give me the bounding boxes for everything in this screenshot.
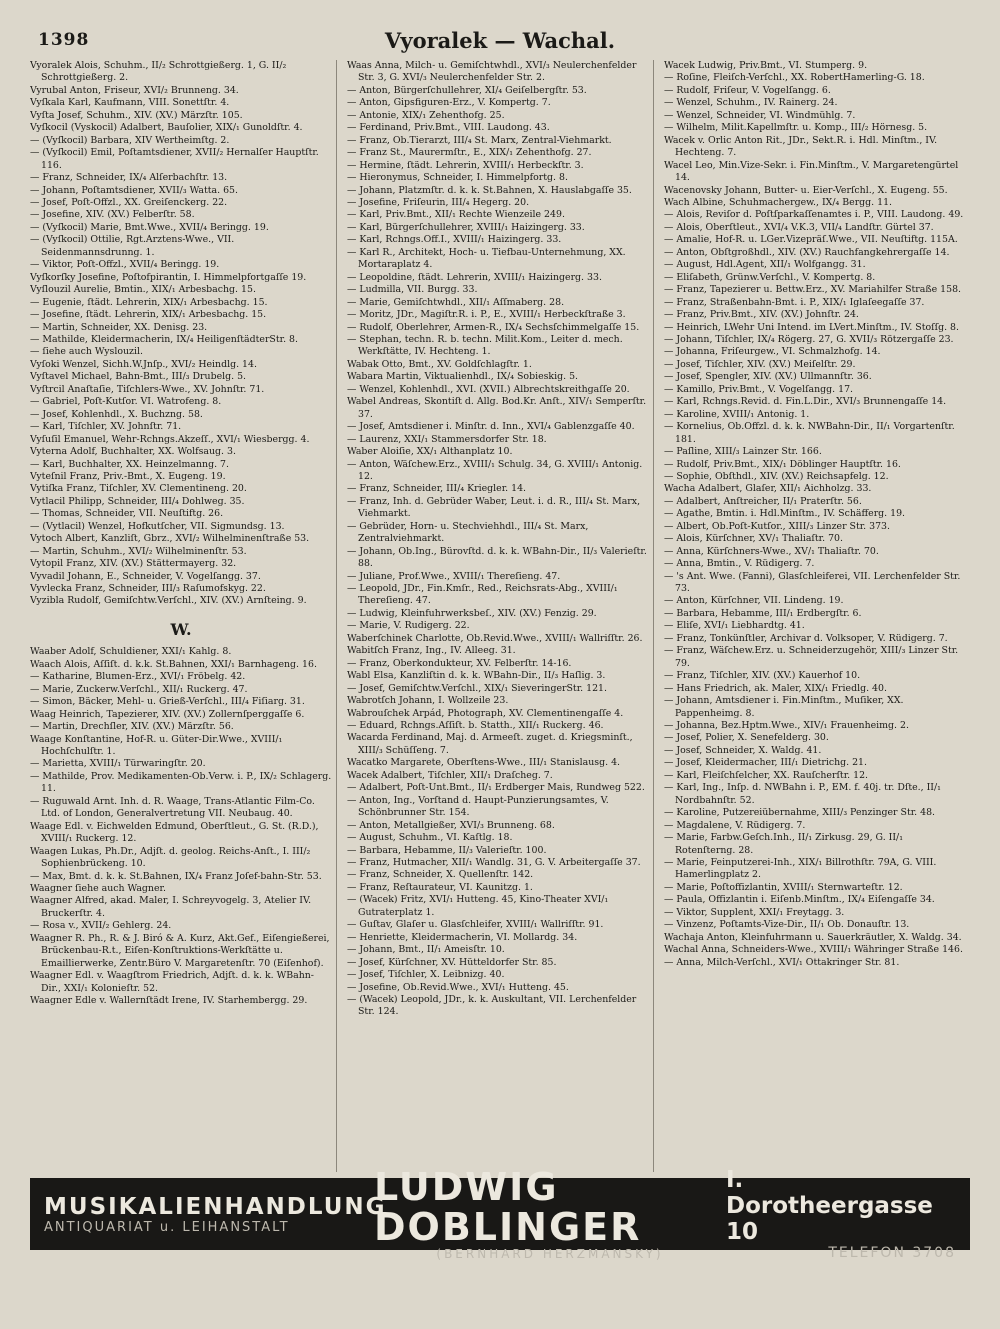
directory-entry: Waber Aloiſie, XX/₁ Althanplatz 10.	[347, 446, 513, 458]
directory-entry: Wachal Anna, Schneiders-Wwe., XVIII/₁ Währinger Straße 146.	[664, 944, 963, 956]
directory-entry: Waag Heinrich, Tapezierer, XIV. (XV.) Zollernſperggaſſe 6.	[30, 708, 305, 720]
directory-entry: — Kornelius, Ob.Offzl. d. k. k. NWBahn-Dir., II/₁ Vorgartenſtr. 181.	[664, 421, 955, 445]
directory-entry: — Johann, Ob.Ing., Bürovſtd. d. k. k. WBahn-Dir., II/₃ Valerieſtr. 88.	[347, 545, 647, 570]
directory-entry: — Eugenie, ſtädt. Lehrerin, XIX/₁ Arbesbachg. 15.	[30, 296, 268, 308]
directory-entry: — Wilhelm, Milit.Kapellmſtr. u. Komp., III/₂ Hörnesg. 5.	[664, 122, 928, 134]
directory-entry: — Josef, Schneider, X. Waldg. 41.	[664, 744, 822, 756]
directory-entry: — Barbara, Hebamme, III/₁ Erdbergſtr. 6.	[664, 607, 862, 619]
directory-entry: — Marie, Poſtoffizlantin, XVIII/₁ Sternwarteſtr. 12.	[664, 881, 903, 893]
directory-entry: — Karl, Rchngs.Off.I., XVIII/₁ Haizingerg. 33.	[347, 234, 562, 246]
directory-entry: Wabel Andreas, Skontiſt d. Allg. Bod.Kr. Anſt., XIV/₁ Semperſtr. 37.	[347, 396, 647, 420]
directory-entry: — Laurenz, XXI/₁ Stammersdorfer Str. 18.	[347, 433, 547, 445]
directory-entry: — Karoline, Putzereiübernahme, XIII/₃ Penzinger Str. 48.	[664, 807, 936, 819]
directory-entry: — Josef, Kohlenhdl., X. Buchzng. 58.	[30, 408, 203, 420]
directory-entry: — Josef, Gemiſchtw.Verſchl., XIX/₁ SieveringerStr. 121.	[347, 682, 607, 694]
directory-entry: — Franz, Tiſchler, XIV. (XV.) Kauerhof 10.	[664, 670, 861, 682]
directory-entry: — Karl, Ing., Inſp. d. NWBahn i. P., EM. f. 40j. tr. Dſte., II/₁ Nordbahnſtr. 52.	[664, 782, 941, 806]
directory-entry: Wabl Elsa, Kanzliſtin d. k. k. WBahn-Dir., II/₃ Haſlig. 3.	[347, 670, 606, 682]
directory-entry: — Albert, Ob.Poſt-Kutſor., XIII/₃ Linzer Str. 373.	[664, 520, 890, 532]
directory-entry: — Karl, Tiſchler, XV. Johnſtr. 71.	[30, 421, 182, 433]
directory-entry: — Eliſabeth, Grünw.Verſchl., V. Kompertg. 8.	[664, 271, 876, 283]
directory-entry: — Josef, Amtsdiener i. Minſtr. d. Inn., XVI/₄ Gablenzgaſſe 40.	[347, 421, 635, 433]
directory-entry: Waberſchinek Charlotte, Ob.Revid.Wwe., XVIII/₁ Wallriſſtr. 26.	[347, 632, 643, 644]
directory-entry: Vyrubal Anton, Friseur, XVI/₂ Brunneng. 34.	[30, 84, 239, 96]
directory-entry: — Karl, Bürgerſchullehrer, XVIII/₁ Haizingerg. 33.	[347, 221, 585, 233]
directory-entry: — Viktor, Supplent, XXI/₁ Freytagg. 3.	[664, 906, 845, 918]
directory-entry: — Martin, Drechſler, XIV. (XV.) Märzſtr. 56.	[30, 721, 234, 733]
directory-entry: — Johanna, Friſeurgew., VI. Schmalzhofg. 14.	[664, 346, 881, 358]
directory-entry: Wacek Adalbert, Tiſchler, XII/₁ Draſcheg. 7.	[347, 769, 553, 781]
directory-entry: — Juliane, Prof.Wwe., XVIII/₁ Thereſieng. 47.	[347, 570, 561, 582]
directory-entry: — Karl, Priv.Bmt., XII/₁ Rechte Wienzeile 249.	[347, 209, 565, 221]
directory-entry: — Josefine, Ob.Revid.Wwe., XVI/₁ Hutteng. 45.	[347, 981, 569, 993]
directory-entry: — Josef, Poſt-Offzl., XX. Greiſenckerg. 22.	[30, 196, 228, 208]
directory-entry: — 's Ant. Wwe. (Fanni), Glasſchleiferei, VII. Lerchenfelder Str. 73.	[664, 570, 961, 595]
directory-entry: Wabara Martin, Viktualienhdl., IX/₄ Sobieskig. 5.	[347, 371, 579, 383]
directory-entry: — Anna, Bmtin., V. Rüdigerg. 7.	[664, 558, 815, 570]
directory-entry: — (Vytlacil) Wenzel, Hofkutſcher, VII. Sigmundsg. 13.	[30, 520, 285, 532]
directory-entry: — Martin, Schuhm., XVI/₂ Wilhelminenſtr. 53.	[30, 545, 247, 557]
directory-entry: — Alois, Reviſor d. Poſtſparkaſſenamtes i. P., VIII. Laudong. 49.	[664, 209, 964, 221]
directory-entry: — Gabriel, Poſt-Kutſor. VI. Watrofeng. 8.	[30, 396, 222, 408]
directory-entry: — Vinzenz, Poſtamts-Vize-Dir., II/₁ Ob. Donauſtr. 13.	[664, 919, 910, 931]
directory-entry: Waage Edl. v. Eichwelden Edmund, Oberſtleut., G. St. (R.D.), XVIII/₁ Ruckerg. 12.	[30, 820, 319, 845]
directory-entry: Wacek v. Orlic Anton Rit., JDr., Sekt.R. i. Hdl. Minſtm., IV. Hechteng. 7.	[664, 134, 938, 159]
column-2	[347, 60, 654, 1172]
directory-entry: — Josef, Tiſchler, XIV. (XV.) Meiſelſtr. 29.	[664, 358, 856, 370]
directory-entry: — Josef, Tiſchler, X. Leibnizg. 40.	[347, 969, 505, 981]
directory-entry: — Kamillo, Priv.Bmt., V. Vogelſangg. 17.	[664, 383, 854, 395]
directory-entry: — Karl, Fleiſchſelcher, XX. Rauſcherſtr. 12.	[664, 769, 869, 781]
directory-entry: — Wenzel, Schneider, VI. Windmühlg. 7.	[664, 109, 856, 121]
ad-owner: (BERNHARD HERZMANSKY)	[436, 1247, 664, 1261]
directory-entry: — Anna, Kürſchners-Wwe., XV/₁ Thaliaſtr. 70.	[664, 545, 879, 557]
directory-entry: — Franz, Tonkünſtler, Archivar d. Volksoper, V. Rüdigerg. 7.	[664, 632, 948, 644]
directory-entry: — Anton, Kürſchner, VII. Lindeng. 19.	[664, 595, 844, 607]
directory-entry: — (Wacek) Fritz, XVI/₁ Hutteng. 45, Kino-Theater XVI/₁ Gutraterplatz 1.	[347, 894, 609, 918]
directory-entry: — Mathilde, Prov. Medikamenten-Ob.Verw. i. P., IX/₂ Schlagerg. 11.	[30, 770, 332, 795]
directory-entry: — Franz, Oberkondukteur, XV. Felberſtr. 14-16.	[347, 657, 572, 669]
directory-entry: — Adalbert, Poſt-Unt.Bmt., II/₁ Erdberger Mais, Rundweg 522.	[347, 782, 645, 794]
directory-entry: Wabitſch Franz, Ing., IV. Alleeg. 31.	[347, 645, 516, 657]
directory-entry: — Anton, Obſtgroßhdl., XIV. (XV.) Rauchfangkehrergaſſe 14.	[664, 246, 950, 258]
directory-entry: — Marie, Feinputzerei-Inh., XIX/₁ Billrothſtr. 79A, G. VIII. Hamerlingplatz 2.	[664, 857, 937, 881]
directory-entry: Wacarda Ferdinand, Maj. d. Armeeſt. zuget. d. Kriegsminſt., XIII/₃ Schüſſeng. 7.	[347, 732, 633, 756]
directory-entry: Vyſkocil (Vyskocil) Adalbert, Bauſolier, XIX/₁ Gunoldſtr. 4.	[30, 122, 303, 134]
directory-entry: — Adalbert, Anſtreicher, II/₁ Praterſtr. 56.	[664, 495, 862, 507]
directory-entry: Waagner R. Ph., R. & J. Biró & A. Kurz, Akt.Gef., Eiſengießerei, Brückenbau-R.t., Eiſen-Konſtruktions-Werkſtätte u. Emaillierwerke, Zentr.Büro V. Margaretenſtr. 70 (Eiſenhof).	[30, 932, 330, 969]
directory-entry: — Moritz, JDr., Magiſtr.R. i. P., E., XVIII/₁ Herbeckſtraße 3.	[347, 309, 626, 321]
directory-entry: Waaber Adolf, Schuldiener, XXI/₁ Kahlg. 8.	[30, 646, 232, 658]
directory-entry: — Alois, Kürſchner, XV/₁ Thaliaſtr. 70.	[664, 533, 843, 545]
column-3	[664, 60, 970, 1172]
directory-entry: — Anton, Metallgießer, XVI/₃ Brunneng. 68.	[347, 819, 555, 831]
directory-entry: — (Vyſkocil) Ottilie, Rgt.Arztens-Wwe., VII. Seidenmannsdrunng. 1.	[30, 234, 235, 258]
directory-entry: Wacatko Margarete, Oberſtens-Wwe., III/₁ Stanislausg. 4.	[347, 757, 621, 769]
ad-company-name: LUDWIG DOBLINGER	[374, 1165, 642, 1249]
directory-entry: — Johann, Tiſchler, IX/₄ Rögerg. 27, G. XVII/₃ Rötzergaſſe 23.	[664, 333, 954, 345]
directory-entry: — Guſtav, Glaſer u. Glasſchleifer, XVIII/₁ Wallriſſtr. 91.	[347, 919, 604, 931]
directory-entry: — Paſline, XIII/₃ Lainzer Str. 166.	[664, 446, 822, 458]
directory-entry: Wacek Ludwig, Priv.Bmt., VI. Stumperg. 9.	[664, 60, 868, 71]
running-head: Vyoralek — Wachal.	[384, 28, 616, 53]
directory-entry: — Wenzel, Kohlenhdl., XVI. (XVII.) Albrechtskreithgaſſe 20.	[347, 383, 630, 395]
directory-entry: Wacenovsky Johann, Butter- u. Eier-Verſchl., X. Eugeng. 55.	[664, 184, 948, 196]
directory-entry: Waage Konſtantine, Hof-R. u. Güter-Dir.Wwe., XVIII/₁ Hochſchulſtr. 1.	[30, 733, 283, 758]
directory-entry: — Roſine, Fleiſch-Verſchl., XX. RobertHamerling-G. 18.	[664, 72, 925, 84]
directory-entry: Vyvlecka Franz, Schneider, III/₃ Raſumofskyg. 22.	[30, 583, 266, 595]
directory-entry: Vyvadil Johann, E., Schneider, V. Vogelſangg. 37.	[30, 570, 261, 582]
directory-entry: Wacha Adalbert, Glaſer, XII/₁ Aichholzg. 33.	[664, 483, 872, 495]
directory-entry: Vytoch Albert, Kanzliſt, Gbrz., XVI/₂ Wilhelminenſtraße 53.	[30, 533, 310, 545]
directory-columns	[30, 60, 970, 1172]
directory-entry: — Franz, Reſtaurateur, VI. Kaunitzg. 1.	[347, 881, 533, 893]
directory-entry: — Ludwig, Kleinfuhrwerksbeſ., XIV. (XV.) Fenzig. 29.	[347, 607, 597, 619]
advertisement-banner	[30, 1165, 970, 1261]
directory-entry: Vyſtavel Michael, Bahn-Bmt., III/₃ Drubelg. 5.	[30, 371, 247, 383]
directory-entry: Vytlacil Philipp, Schneider, III/₄ Dohlweg. 35.	[30, 495, 245, 507]
directory-entry: — Josefine, ſtädt. Lehrerin, XIX/₁ Arbesbachg. 15.	[30, 309, 267, 321]
directory-entry: — Marie, Farbw.Geſch.Inh., II/₁ Zirkusg. 29, G. II/₁ Rotenſterng. 28.	[664, 832, 903, 856]
directory-entry: — Magdalene, V. Rüdigerg. 7.	[664, 819, 806, 831]
directory-entry: — Josef, Spengler, XIV. (XV.) Ullmannſtr. 36.	[664, 371, 872, 383]
directory-entry: — Agathe, Bmtin. i. Hdl.Minſtm., IV. Schäfferg. 19.	[664, 508, 906, 520]
directory-entry: — Franz, Schneider, III/₄ Kriegler. 14.	[347, 483, 527, 495]
directory-entry: — Franz, Tapezierer u. Bettw.Erz., XV. Mariahilfer Straße 158.	[664, 284, 962, 296]
directory-entry: — Rudolf, Friſeur, V. Vogelſangg. 6.	[664, 84, 831, 96]
ad-telephone: TELEFON 3708	[828, 1245, 956, 1261]
ad-left-block	[44, 1184, 387, 1244]
directory-entry: Vyzibla Rudolf, Gemiſchtw.Verſchl., XIV. (XV.) Arnſteing. 9.	[30, 595, 307, 607]
directory-entry: — Marie, Zuckerw.Verſchl., XII/₁ Ruckerg. 47.	[30, 683, 248, 695]
directory-entry: Wabrouſchek Arpád, Photograph, XV. Clementinengaſſe 4.	[347, 707, 624, 719]
directory-entry: Waagen Lukas, Ph.Dr., Adjſt. d. geolog. Reichs-Anſt., I. III/₂ Sophienbrückeng. 10.	[30, 845, 311, 870]
ad-right-block	[726, 1167, 956, 1261]
directory-entry: — (Vyſkocil) Barbara, XIV Wertheimſtg. 2.	[30, 134, 230, 146]
directory-entry: Vyteſnil Franz, Priv.-Bmt., X. Eugeng. 19.	[30, 470, 226, 482]
directory-entry: — Anton, Ing., Vorſtand d. Haupt-Punzierungsamtes, V. Schönbrunner Str. 154.	[347, 794, 609, 819]
directory-entry: — Franz, Ob.Tierarzt, III/₄ St. Marx, Zentral-Viehmarkt.	[347, 134, 612, 146]
directory-entry: — Gebrüder, Horn- u. Stechviehhdl., III/₄ St. Marx, Zentralviehmarkt.	[347, 520, 589, 545]
directory-entry: — Marietta, XVIII/₁ Türwaringſtr. 20.	[30, 758, 206, 770]
directory-entry: — (Vyſkocil) Emil, Poſtamtsdiener, XVII/₂ Hernalſer Hauptſtr. 116.	[30, 147, 319, 171]
directory-entry: — Anton, Bürgerſchullehrer, XI/₄ Geiſelbergſtr. 53.	[347, 84, 587, 96]
directory-entry: — Leopoldine, ſtädt. Lehrerin, XVIII/₁ Haizingerg. 33.	[347, 271, 602, 283]
directory-entry: — Josef, Kleidermacher, III/₁ Dietrichg. 21.	[664, 757, 867, 769]
directory-entry: — Marie, Gemiſchtwhdl., XII/₁ Aſſmaberg. 28.	[347, 296, 565, 308]
directory-entry: — Rosa v., XVII/₂ Gehlerg. 24.	[30, 920, 172, 932]
directory-entry: — Henriette, Kleidermacherin, VI. Mollardg. 34.	[347, 931, 578, 943]
directory-entry: — Mathilde, Kleidermacherin, IX/₄ HeiligenſtädterStr. 8.	[30, 333, 298, 345]
directory-entry: — Johann, Poſtamtsdiener, XVII/₃ Watta. 65.	[30, 184, 238, 196]
directory-entry: — Franz St., Maurermſtr., E., XIX/₁ Zehenthofg. 27.	[347, 147, 592, 159]
directory-entry: — Wenzel, Schuhm., IV. Rainerg. 24.	[664, 97, 838, 109]
directory-entry: — Viktor, Poſt-Offzl., XVII/₄ Beringg. 19.	[30, 259, 220, 271]
directory-entry: — Franz, Inh. d. Gebrüder Waber, Leut. i. d. R., III/₄ St. Marx, Viehmarkt.	[347, 495, 641, 520]
directory-entry: — Barbara, Hebamme, II/₃ Valerieſtr. 100.	[347, 844, 547, 856]
directory-entry: Vyſkala Karl, Kaufmann, VIII. Sonettſtr. 4.	[30, 97, 230, 109]
directory-entry: Vyſlouzil Aurelie, Bmtin., XIX/₁ Arbesbachg. 15.	[30, 284, 256, 296]
directory-entry: — Johann, Platzmſtr. d. k. k. St.Bahnen, X. Hauslabgaſſe 35.	[347, 184, 632, 196]
directory-entry: Waas Anna, Milch- u. Gemiſchtwhdl., XVI/₃ Neulerchenfelder Str. 3, G. XVI/₃ Neulerchenfelder Str. 2.	[347, 60, 637, 84]
directory-entry: — Ruguwald Arnt. Inh. d. R. Waage, Trans-Atlantic Film-Co. Ltd. of London, Generalvertretung VII. Neubaug. 40.	[30, 795, 315, 820]
directory-entry: — Karl R., Architekt, Hoch- u. Tiefbau-Unternehmung, XX. Mortaraplatz 4.	[347, 246, 626, 271]
directory-entry: Wabrotſch Johann, I. Wollzeile 23.	[347, 695, 509, 707]
directory-entry: — August, Schuhm., VI. Kaſtlg. 18.	[347, 832, 513, 844]
directory-entry: Waagner Edl. v. Waagſtrom Friedrich, Adjſt. d. k. k. WBahn-Dir., XXI/₁ Kolonieſtr. 52.	[30, 970, 314, 994]
directory-entry: — August, Hdl.Agent, XII/₁ Wolfgangg. 31.	[664, 259, 866, 271]
directory-entry: — Hermine, ſtädt. Lehrerin, XVIII/₁ Herbeckſtr. 3.	[347, 159, 584, 171]
directory-entry: — Karoline, XVIII/₁ Antonig. 1.	[664, 408, 810, 420]
page-number: 1398	[38, 30, 90, 50]
directory-entry: — Johanna, Bez.Hptm.Wwe., XIV/₁ Frauenheimg. 2.	[664, 720, 909, 732]
directory-entry: Vyſkorſky Josefine, Poſtofpirantin, I. Himmelpfortgaſſe 19.	[30, 271, 307, 283]
directory-entry: — (Wacek) Leopold, JDr., k. k. Auskultant, VII. Lerchenfelder Str. 124.	[347, 993, 637, 1018]
ad-subtitle: ANTIQUARIAT u. LEIHANSTALT	[44, 1219, 290, 1235]
directory-entry: — Karl, Buchhalter, XX. Heinzelmanng. 7.	[30, 458, 229, 470]
directory-entry: — Anna, Milch-Verſchl., XVI/₁ Ottakringer Str. 81.	[664, 956, 900, 968]
directory-entry: — Franz, Schneider, IX/₄ Alſerbachſtr. 13.	[30, 172, 228, 184]
directory-entry: Wabak Otto, Bmt., XV. Goldſchlagſtr. 1.	[347, 358, 532, 370]
directory-entry: — Hieronymus, Schneider, I. Himmelpfortg. 8.	[347, 172, 568, 184]
directory-entry: Vyſta Josef, Schuhm., XIV. (XV.) Märzſtr. 105.	[30, 109, 243, 121]
directory-entry: — ſiehe auch Wyslouzil.	[30, 346, 143, 358]
directory-entry: — Ludmilla, VII. Burgg. 33.	[347, 284, 478, 296]
directory-entry: — (Vyſkocil) Marie, Bmt.Wwe., XVII/₄ Beringg. 19.	[30, 221, 269, 233]
directory-entry: Vyſoki Wenzel, Sichh.W.Jnſp., XVI/₂ Heindlg. 14.	[30, 358, 257, 370]
directory-entry: — Martin, Schneider, XX. Denisg. 23.	[30, 321, 208, 333]
directory-entry: — Stephan, techn. R. b. techn. Milit.Kom., Leiter d. mech. Werkſtätte, IV. Hechteng. 1.	[347, 333, 623, 358]
directory-entry: Vyterna Adolf, Buchhalter, XX. Wolfsaug. 3.	[30, 446, 236, 458]
directory-entry: — Rudolf, Oberlehrer, Armen-R., IX/₄ Sechsſchimmelgaſſe 15.	[347, 321, 640, 333]
directory-entry: — Josef, Kürſchner, XV. Hütteldorfer Str. 85.	[347, 956, 557, 968]
directory-entry: Wacel Leo, Min.Vize-Sekr. i. Fin.Minſtm., V. Margaretengürtel 14.	[664, 159, 959, 184]
directory-entry: — Franz, Priv.Bmt., XIV. (XV.) Johnſtr. 24.	[664, 309, 859, 321]
directory-entry: Waach Alois, Aſſiſt. d. k.k. St.Bahnen, XXI/₁ Barnhageng. 16.	[30, 658, 317, 670]
directory-entry: Vyſuſil Emanuel, Wehr-Rchngs.Akzeſſ., XVI/₁ Wiesbergg. 4.	[30, 433, 310, 445]
directory-entry: — Josefine, Friſeurin, III/₄ Hegerg. 20.	[347, 196, 530, 208]
ad-shop-type: MUSIKALIENHANDLUNG	[44, 1193, 387, 1220]
directory-entry: Vyoralek Alois, Schuhm., II/₂ Schrottgießerg. 1, G. II/₂ Schrottgießerg. 2.	[30, 60, 287, 84]
directory-entry: — Rudolf, Priv.Bmt., XIX/₁ Döblinger Hauptſtr. 16.	[664, 458, 901, 470]
directory-entry: — Leopold, JDr., Fin.Kmſr., Red., Reichsrats-Abg., XVIII/₁ Thereſieng. 47.	[347, 583, 618, 607]
directory-entry: — Heinrich, LWehr Uni Intend. im LVert.Minſtm., IV. Stoſſg. 8.	[664, 321, 959, 333]
directory-entry: — Ferdinand, Priv.Bmt., VIII. Laudong. 43.	[347, 122, 550, 134]
directory-entry: Vyſtrcil Anaſtaſie, Tiſchlers-Wwe., XV. Johnſtr. 71.	[30, 383, 265, 395]
directory-entry: — Sophie, Obſthdl., XIV. (XV.) Reichsapfelg. 12.	[664, 470, 889, 482]
directory-entry: — Franz, Schneider, X. Quellenſtr. 142.	[347, 869, 534, 881]
directory-entry: Waagner ſiehe auch Wagner.	[30, 883, 166, 894]
directory-entry: — Josef, Polier, X. Senefelderg. 30.	[664, 732, 829, 744]
directory-entry: — Karl, Rchngs.Revid. d. Fin.L.Dir., XVI/₃ Brunnengaſſe 14.	[664, 396, 947, 408]
directory-entry: — Josefine, XIV. (XV.) Felberſtr. 58.	[30, 209, 195, 221]
directory-entry: — Johann, Bmt., II/₁ Ameisſtr. 10.	[347, 944, 505, 956]
directory-entry: — Franz, Hutmacher, XII/₁ Wandlg. 31, G. V. Arbeitergaſſe 37.	[347, 857, 641, 868]
directory-entry: — Hans Friedrich, ak. Maler, XIX/₁ Friedlg. 40.	[664, 682, 887, 694]
directory-entry: — Eduard, Rchngs.Aſſiſt. b. Statth., XII/₁ Ruckerg. 46.	[347, 720, 604, 732]
ad-address: I. Dorotheergasse 10	[726, 1167, 933, 1245]
section-letter: W.	[170, 619, 192, 639]
directory-entry: Wachaja Anton, Kleinfuhrmann u. Sauerkräutler, X. Waldg. 34.	[664, 931, 962, 943]
directory-entry: — Franz, Straßenbahn-Bmt. i. P., XIX/₁ Iglaſeegaſſe 37.	[664, 296, 925, 308]
column-1	[30, 60, 337, 1172]
directory-entry: Waagner Alfred, akad. Maler, I. Schreyvogelg. 3, Atelier IV. Bruckerſtr. 4.	[30, 895, 312, 919]
directory-entry: — Johann, Amtsdiener i. Fin.Minſtm., Muſiker, XX. Pappenheimg. 8.	[664, 695, 904, 719]
directory-entry: — Marie, V. Rudigerg. 22.	[347, 620, 470, 632]
directory-entry: — Antonie, XIX/₁ Zehenthofg. 25.	[347, 109, 505, 121]
directory-entry: — Eliſe, XVI/₁ Liebhardtg. 41.	[664, 620, 805, 632]
directory-entry: — Simon, Bäcker, Mehl- u. Grieß-Verſchl., III/₄ Fiſiarg. 31.	[30, 696, 305, 708]
directory-entry: Waagner Edle v. Wallernſtädt Irene, IV. Starhembergg. 29.	[30, 995, 308, 1007]
directory-entry: — Amalie, Hof-R. u. LGer.Vizepräſ.Wwe., VII. Neuſtiftg. 115A.	[664, 234, 958, 246]
directory-entry: Wach Albine, Schuhmachergew., IX/₄ Bergg. 11.	[664, 196, 893, 208]
directory-entry: — Anton, Gipsfiguren-Erz., V. Kompertg. 7.	[347, 97, 551, 109]
ad-middle-block	[374, 1165, 726, 1261]
directory-entry: — Franz, Wäſchew.Erz. u. Schneiderzugehör, XIII/₃ Linzer Str. 79.	[664, 645, 959, 669]
directory-entry: — Anton, Wäſchew.Erz., XVIII/₁ Schulg. 34, G. XVIII/₁ Antonig. 12.	[347, 458, 643, 482]
directory-entry: Vytiſka Franz, Tiſchler, XV. Clementineng. 20.	[30, 483, 247, 495]
directory-entry: — Alois, Oberſtleut., XVI/₄ V.K.3, VII/₄ Landſtr. Gürtel 37.	[664, 221, 934, 233]
directory-entry: — Katharine, Blumen-Erz., XVI/₁ Fröbelg. 42.	[30, 671, 246, 683]
directory-entry: — Paula, Offizlantin i. Eiſenb.Minſtm., IX/₄ Eiſengaſſe 34.	[664, 894, 935, 906]
directory-entry: — Thomas, Schneider, VII. Neuſtiftg. 26.	[30, 508, 224, 520]
directory-entry: Vytopil Franz, XIV. (XV.) Stättermayerg. 32.	[30, 558, 237, 570]
directory-entry: — Max, Bmt. d. k. k. St.Bahnen, IX/₄ Franz Joſef-bahn-Str. 53.	[30, 870, 322, 882]
